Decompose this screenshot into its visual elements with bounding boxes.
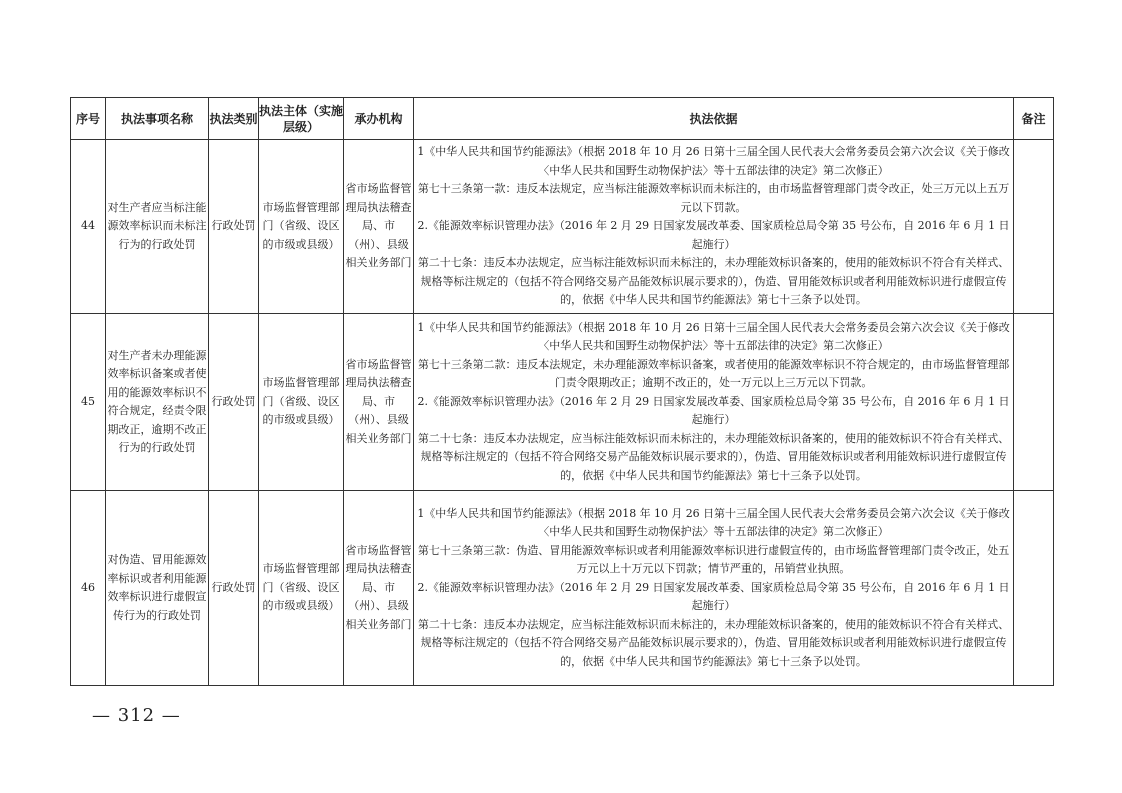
header-basis: 执法依据 (414, 98, 1014, 140)
subject: 市场监督管理部门（省级、设区的市级或县级） (259, 491, 344, 686)
header-subject: 执法主体（实施层级） (259, 98, 344, 140)
category: 行政处罚 (209, 491, 259, 686)
header-org: 承办机构 (344, 98, 414, 140)
header-category: 执法类别 (209, 98, 259, 140)
basis-paragraph: 1《中华人民共和国节约能源法》（根据 2018 年 10 月 26 日第十三届全国人民代表大会常务委员会第六次会议《关于修改〈中华人民共和国野生动物保护法〉等十五部法律的决定》第二次修正） (417, 320, 1010, 353)
table-row (71, 140, 1054, 314)
item-name: 对生产者未办理能源效率标识备案或者使用的能源效率标识不符合规定，经责令限期改正，逾期不改正行为的行政处罚 (106, 314, 209, 491)
org: 省市场监督管理局执法稽查局、市（州）、县级相关业务部门 (344, 140, 414, 314)
basis-paragraph: 2.《能源效率标识管理办法》（2016 年 2 月 29 日国家发展改革委、国家质检总局令第 35 号公布，自 2016 年 6 月 1 日起施行） (417, 580, 1010, 613)
basis (414, 314, 1014, 491)
note (1014, 491, 1054, 686)
note (1014, 140, 1054, 314)
basis (414, 491, 1014, 686)
header-row (71, 98, 1054, 140)
row-number: 46 (71, 491, 106, 686)
org: 省市场监督管理局执法稽查局、市（州）、县级相关业务部门 (344, 314, 414, 491)
basis-paragraph: 第七十三条第一款：违反本法规定，应当标注能源效率标识而未标注的，由市场监督管理部门责令改正，处三万元以上五万元以下罚款。 (417, 182, 1010, 214)
basis-paragraph: 第七十三条第二款：违反本法规定，未办理能源效率标识备案，或者使用的能源效率标识不符合规定的，由市场监督管理部门责令限期改正；逾期不改正的，处一万元以上三万元以下罚款。 (417, 357, 1010, 390)
category: 行政处罚 (209, 314, 259, 491)
row-number: 44 (71, 140, 106, 314)
row-number: 45 (71, 314, 106, 491)
basis-paragraph: 1《中华人民共和国节约能源法》（根据 2018 年 10 月 26 日第十三届全国人民代表大会常务委员会第六次会议《关于修改〈中华人民共和国野生动物保护法〉等十五部法律的决定》第二次修正） (417, 506, 1010, 539)
item-name: 对生产者应当标注能源效率标识而未标注行为的行政处罚 (106, 140, 209, 314)
header-item-name: 执法事项名称 (106, 98, 209, 140)
basis-paragraph: 第二十七条：违反本办法规定，应当标注能效标识而未标注的，未办理能效标识备案的，使用的能效标识不符合有关样式、规格等标注规定的（包括不符合网络交易产品能效标识展示要求的），伪造、冒用能效标识或者利用能效标识进行虚假宣传的，依据《中华人民共和国节约能源法》第七十三条予以处罚。 (417, 617, 1010, 668)
basis-paragraph: 2.《能源效率标识管理办法》（2016 年 2 月 29 日国家发展改革委、国家质检总局令第 35 号公布，自 2016 年 6 月 1 日起施行） (417, 394, 1010, 427)
basis-paragraph: 第二十七条：违反本办法规定，应当标注能效标识而未标注的，未办理能效标识备案的，使用的能效标识不符合有关样式、规格等标注规定的（包括不符合网络交易产品能效标识展示要求的），伪造、冒用能效标识或者利用能效标识进行虚假宣传的，依据《中华人民共和国节约能源法》第七十三条予以处罚。 (417, 256, 1010, 307)
basis-paragraph: 1《中华人民共和国节约能源法》（根据 2018 年 10 月 26 日第十三届全国人民代表大会常务委员会第六次会议《关于修改〈中华人民共和国野生动物保护法〉等十五部法律的决定》第二次修正） (417, 145, 1010, 177)
table-row (71, 314, 1054, 491)
basis (414, 140, 1014, 314)
basis-paragraph: 2.《能源效率标识管理办法》（2016 年 2 月 29 日国家发展改革委、国家质检总局令第 35 号公布，自 2016 年 6 月 1 日起施行） (417, 219, 1010, 251)
enforcement-table (70, 97, 1054, 686)
header-no: 序号 (71, 98, 106, 140)
basis-paragraph: 第七十三条第三款：伪造、冒用能源效率标识或者利用能源效率标识进行虚假宣传的，由市场监督管理部门责令改正，处五万元以上十万元以下罚款；情节严重的，吊销营业执照。 (417, 543, 1010, 576)
org: 省市场监督管理局执法稽查局、市（州）、县级相关业务部门 (344, 491, 414, 686)
basis-paragraph: 第二十七条：违反本办法规定，应当标注能效标识而未标注的，未办理能效标识备案的，使用的能效标识不符合有关样式、规格等标注规定的（包括不符合网络交易产品能效标识展示要求的），伪造、冒用能效标识或者利用能效标识进行虚假宣传的，依据《中华人民共和国节约能源法》第七十三条予以处罚。 (417, 431, 1010, 482)
category: 行政处罚 (209, 140, 259, 314)
subject: 市场监督管理部门（省级、设区的市级或县级） (259, 140, 344, 314)
item-name: 对伪造、冒用能源效率标识或者利用能源效率标识进行虚假宣传行为的行政处罚 (106, 491, 209, 686)
note (1014, 314, 1054, 491)
table-row (71, 491, 1054, 686)
header-note: 备注 (1014, 98, 1054, 140)
subject: 市场监督管理部门（省级、设区的市级或县级） (259, 314, 344, 491)
page-number: — 312 — (92, 705, 181, 726)
